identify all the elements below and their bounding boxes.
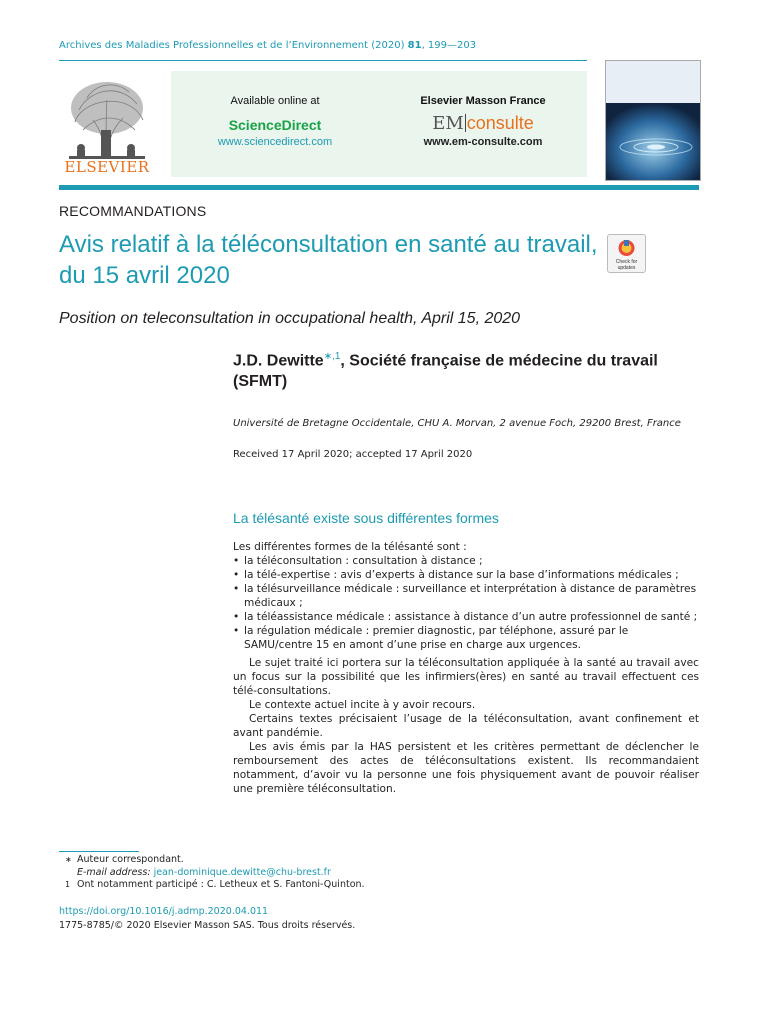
body-paragraph: Les avis émis par la HAS persistent et les critères permettant de déclencher le remboursement des actes de téléconsultations existent. Ils recommandaient notamment, d’avoir vu la personne une fois physiquement avant de pouvoir réaliser une première téléconsultation.	[233, 741, 699, 795]
check-for-updates-button[interactable]	[607, 234, 646, 273]
footnote-corresponding: ∗ Auteur correspondant.	[65, 854, 184, 865]
footnote-contributors: 1 Ont notamment participé : C. Letheux et S. Fantoni-Quinton.	[65, 879, 365, 890]
author-name: J.D. Dewitte	[233, 352, 324, 370]
banner-top-rule	[59, 60, 587, 61]
journal-cover-image	[605, 60, 701, 181]
check-updates-icon	[617, 238, 636, 258]
sciencedirect-column	[171, 71, 379, 148]
doi-link[interactable]: https://doi.org/10.1016/j.admp.2020.04.011	[59, 906, 269, 917]
footnote-rule	[59, 851, 139, 852]
author-affiliation-org: , Société française de médecine du travail (SFMT)	[233, 352, 658, 391]
list-item: • la régulation médicale : premier diagnostic, par téléphone, assuré par le SAMU/centre 15 en amont d’une prise en charge aux urgences.	[233, 624, 699, 652]
received-dates: Received 17 April 2020; accepted 17 April 2020	[233, 449, 473, 460]
section-heading: La télésanté existe sous différentes formes	[233, 510, 499, 526]
footnotes	[59, 854, 559, 892]
footnote-email: E-mail address: jean-dominique.dewitte@chu-brest.fr	[77, 866, 331, 878]
body-text	[233, 540, 699, 796]
article-type: RECOMMANDATIONS	[59, 203, 207, 219]
authors	[233, 346, 693, 392]
body-paragraph: Le sujet traité ici portera sur la téléconsultation appliquée à la santé au travail avec un focus sur la possibilité que les infirmiers(ères) en santé au travail effectuent ces télé-consultations.	[233, 657, 699, 697]
banner-bottom-rule	[59, 185, 699, 190]
email-link[interactable]: jean-dominique.dewitte@chu-brest.fr	[153, 866, 331, 878]
emconsulte-brand: EM consulte	[432, 113, 534, 134]
water-drop-icon	[606, 103, 700, 180]
list-item: • la télé-expertise : avis d’experts à distance sur la base d’informations médicales ;	[233, 568, 699, 582]
list-item: • la téléconsultation : consultation à distance ;	[233, 554, 699, 568]
article-title: Avis relatif à la téléconsultation en santé au travail, du 15 avril 2020	[59, 231, 598, 289]
sciencedirect-link[interactable]: www.sciencedirect.com	[217, 136, 333, 148]
check-updates-label: Check for updates	[615, 259, 638, 271]
sciencedirect-brand: ScienceDirect	[228, 117, 322, 133]
body-lead: Les différentes formes de la télésanté sont :	[233, 541, 467, 553]
emconsulte-column	[379, 71, 587, 148]
author-footnote-marks[interactable]: ∗,1	[323, 351, 341, 362]
emconsulte-link[interactable]: www.em-consulte.com	[423, 136, 543, 148]
body-paragraph: Le contexte actuel incite à y avoir recours.	[249, 699, 476, 711]
journal-volume: 81	[407, 40, 422, 51]
list-item: • la téléassistance médicale : assistance à distance d’un autre professionnel de santé ;	[233, 610, 699, 624]
english-title: Position on teleconsultation in occupational health, April 15, 2020	[59, 310, 521, 327]
banner-availability-box	[171, 71, 587, 177]
telehealth-forms-list	[233, 554, 699, 652]
publisher-fr-label: Elsevier Masson France	[420, 95, 546, 107]
journal-name: Archives des Maladies Professionnelles et de l’Environnement (2020)	[59, 40, 408, 51]
journal-citation	[59, 40, 476, 51]
copyright: 1775-8785/© 2020 Elsevier Masson SAS. Tous droits réservés.	[59, 920, 356, 931]
journal-pages: , 199—203	[421, 40, 477, 51]
elsevier-wordmark: ELSEVIER	[64, 158, 150, 176]
body-paragraph: Certains textes précisaient l’usage de la téléconsultation, avant confinement et avant pandémie.	[233, 713, 699, 739]
available-online-label: Available online at	[230, 95, 320, 107]
affiliation: Université de Bretagne Occidentale, CHU A. Morvan, 2 avenue Foch, 29200 Brest, France	[233, 418, 681, 429]
list-item: • la télésurveillance médicale : surveillance et interprétation à distance de paramètres médicaux ;	[233, 582, 699, 610]
